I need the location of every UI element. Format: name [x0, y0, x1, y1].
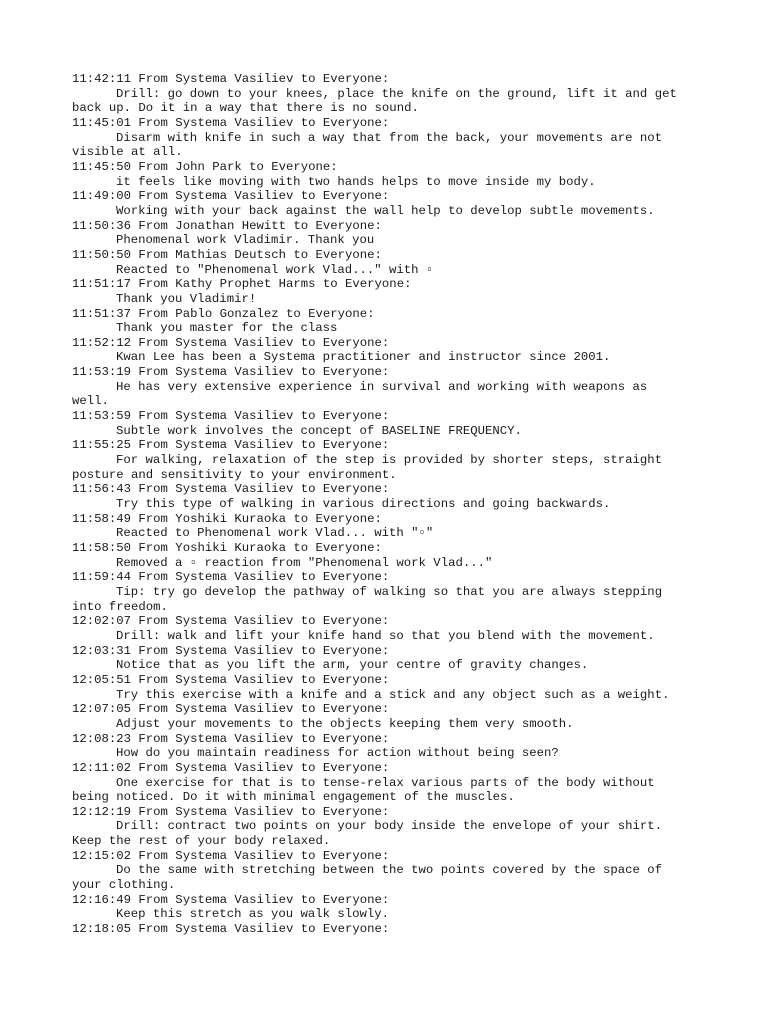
chat-message-header: 11:56:43 From Systema Vasiliev to Everyone: [72, 482, 390, 497]
chat-message-line: Reacted to "Phenomenal work Vlad..." with ▫ [116, 262, 434, 277]
chat-message-line: Try this exercise with a knife and a stick and any object such as a weight. [116, 687, 670, 702]
chat-message-text [72, 145, 692, 160]
chat-message-text [72, 819, 692, 834]
chat-message-header: 11:42:11 From Systema Vasiliev to Everyone: [72, 72, 390, 86]
chat-message-header: 12:12:19 From Systema Vasiliev to Everyone: [72, 804, 390, 819]
chat-message-line: posture and sensitivity to your environment. [72, 467, 397, 482]
chat-message-line: Thank you Vladimir! [116, 291, 257, 306]
chat-message-text [72, 263, 692, 278]
chat-message-line: For walking, relaxation of the step is provided by shorter steps, straight [116, 453, 663, 468]
chat-message-line: Working with your back against the wall help to develop subtle movements. [116, 203, 655, 218]
chat-message-line: Kwan Lee has been a Systema practitioner and instructor since 2001. [116, 350, 611, 365]
chat-message-header: 11:45:50 From John Park to Everyone: [72, 159, 338, 174]
chat-message-text [72, 717, 692, 732]
chat-message-text [72, 380, 692, 395]
chat-message-line: Drill: contract two points on your body inside the envelope of your shirt. [116, 819, 663, 834]
chat-message-line: Phenomenal work Vladimir. Thank you [116, 233, 375, 248]
chat-message-line: Do the same with stretching between the two points covered by the space of [116, 863, 663, 878]
chat-message-text [72, 497, 692, 512]
chat-message-header: 12:08:23 From Systema Vasiliev to Everyone: [72, 731, 390, 746]
chat-message-header: 11:50:36 From Jonathan Hewitt to Everyone: [72, 218, 382, 233]
chat-message-header: 12:11:02 From Systema Vasiliev to Everyone: [72, 760, 390, 775]
chat-message-text [72, 453, 692, 468]
chat-message-line: How do you maintain readiness for action without being seen? [116, 746, 559, 761]
chat-message-text [72, 292, 692, 307]
chat-message-text [72, 776, 692, 791]
chat-message-line: Keep the rest of your body relaxed. [72, 834, 331, 849]
chat-message-line: Drill: go down to your knees, place the knife on the ground, lift it and get [116, 86, 677, 101]
chat-message-text [72, 629, 692, 644]
chat-message-text [72, 468, 692, 483]
chat-message-text [72, 526, 692, 541]
chat-message-text [72, 233, 692, 248]
chat-message-header: 12:15:02 From Systema Vasiliev to Everyone: [72, 848, 390, 863]
chat-message-text [72, 394, 692, 409]
chat-message-line: Try this type of walking in various directions and going backwards. [116, 497, 611, 512]
chat-message-text [72, 175, 692, 190]
chat-message-text [72, 878, 692, 893]
chat-message-header: 11:52:12 From Systema Vasiliev to Everyone: [72, 335, 390, 350]
chat-message-line: well. [72, 394, 109, 409]
chat-message-header: 12:03:31 From Systema Vasiliev to Everyone: [72, 643, 390, 658]
chat-message-line: being noticed. Do it with minimal engagement of the muscles. [72, 790, 515, 805]
chat-message-header: 11:51:17 From Kathy Prophet Harms to Everyone: [72, 277, 412, 292]
chat-message-text [72, 321, 692, 336]
chat-message-line: He has very extensive experience in survival and working with weapons as [116, 379, 648, 394]
chat-message-header: 12:02:07 From Systema Vasiliev to Everyone: [72, 614, 390, 629]
chat-message-header: 12:18:05 From Systema Vasiliev to Everyone: [72, 922, 390, 937]
chat-transcript [72, 72, 692, 937]
chat-message-line: Tip: try go develop the pathway of walking so that you are always stepping [116, 584, 663, 599]
chat-message-header: 11:53:59 From Systema Vasiliev to Everyone: [72, 409, 390, 424]
chat-message-line: visible at all. [72, 145, 183, 160]
chat-message-header: 11:55:25 From Systema Vasiliev to Everyone: [72, 438, 390, 453]
chat-message-text [72, 746, 692, 761]
chat-message-text [72, 87, 692, 102]
chat-message-line: it feels like moving with two hands helps to move inside my body. [116, 174, 596, 189]
chat-message-text [72, 131, 692, 146]
chat-message-header: 11:51:37 From Pablo Gonzalez to Everyone: [72, 306, 375, 321]
chat-message-header: 11:59:44 From Systema Vasiliev to Everyone: [72, 570, 390, 585]
chat-message-line: Drill: walk and lift your knife hand so that you blend with the movement. [116, 628, 655, 643]
chat-message-line: Removed a ▫ reaction from "Phenomenal work Vlad..." [116, 555, 493, 570]
chat-message-header: 11:49:00 From Systema Vasiliev to Everyone: [72, 189, 390, 204]
chat-message-line: Reacted to Phenomenal work Vlad... with "▫" [116, 526, 434, 541]
chat-message-text [72, 101, 692, 116]
chat-message-text [72, 658, 692, 673]
chat-message-text [72, 790, 692, 805]
chat-message-text [72, 556, 692, 571]
chat-message-line: into freedom. [72, 599, 168, 614]
chat-message-text [72, 204, 692, 219]
chat-message-header: 12:05:51 From Systema Vasiliev to Everyone: [72, 672, 390, 687]
chat-message-header: 11:58:50 From Yoshiki Kuraoka to Everyone: [72, 541, 382, 555]
chat-message-line: Keep this stretch as you walk slowly. [116, 907, 390, 922]
chat-message-text [72, 424, 692, 439]
chat-message-header: 12:07:05 From Systema Vasiliev to Everyone: [72, 702, 390, 717]
chat-message-line: Disarm with knife in such a way that from the back, your movements are not [116, 130, 663, 145]
chat-message-line: your clothing. [72, 878, 176, 893]
chat-message-text [72, 863, 692, 878]
chat-message-header: 11:50:50 From Mathias Deutsch to Everyone: [72, 247, 382, 262]
chat-message-line: Adjust your movements to the objects keeping them very smooth. [116, 716, 574, 731]
chat-message-header: 11:58:49 From Yoshiki Kuraoka to Everyone: [72, 511, 382, 526]
chat-message-text [72, 585, 692, 600]
chat-message-text [72, 350, 692, 365]
chat-message-text [72, 834, 692, 849]
chat-message-text [72, 907, 692, 922]
chat-message-line: Notice that as you lift the arm, your centre of gravity changes. [116, 658, 589, 673]
chat-message-text [72, 600, 692, 615]
chat-message-line: One exercise for that is to tense-relax various parts of the body without [116, 775, 655, 790]
chat-message-line: Subtle work involves the concept of BASELINE FREQUENCY. [116, 423, 522, 438]
chat-message-text [72, 688, 692, 703]
chat-message-header: 11:45:01 From Systema Vasiliev to Everyone: [72, 115, 390, 130]
chat-message-line: Thank you master for the class [116, 321, 338, 336]
chat-message-header: 11:53:19 From Systema Vasiliev to Everyone: [72, 365, 390, 380]
chat-message-line: back up. Do it in a way that there is no sound. [72, 101, 419, 116]
chat-message-header: 12:16:49 From Systema Vasiliev to Everyone: [72, 892, 390, 907]
